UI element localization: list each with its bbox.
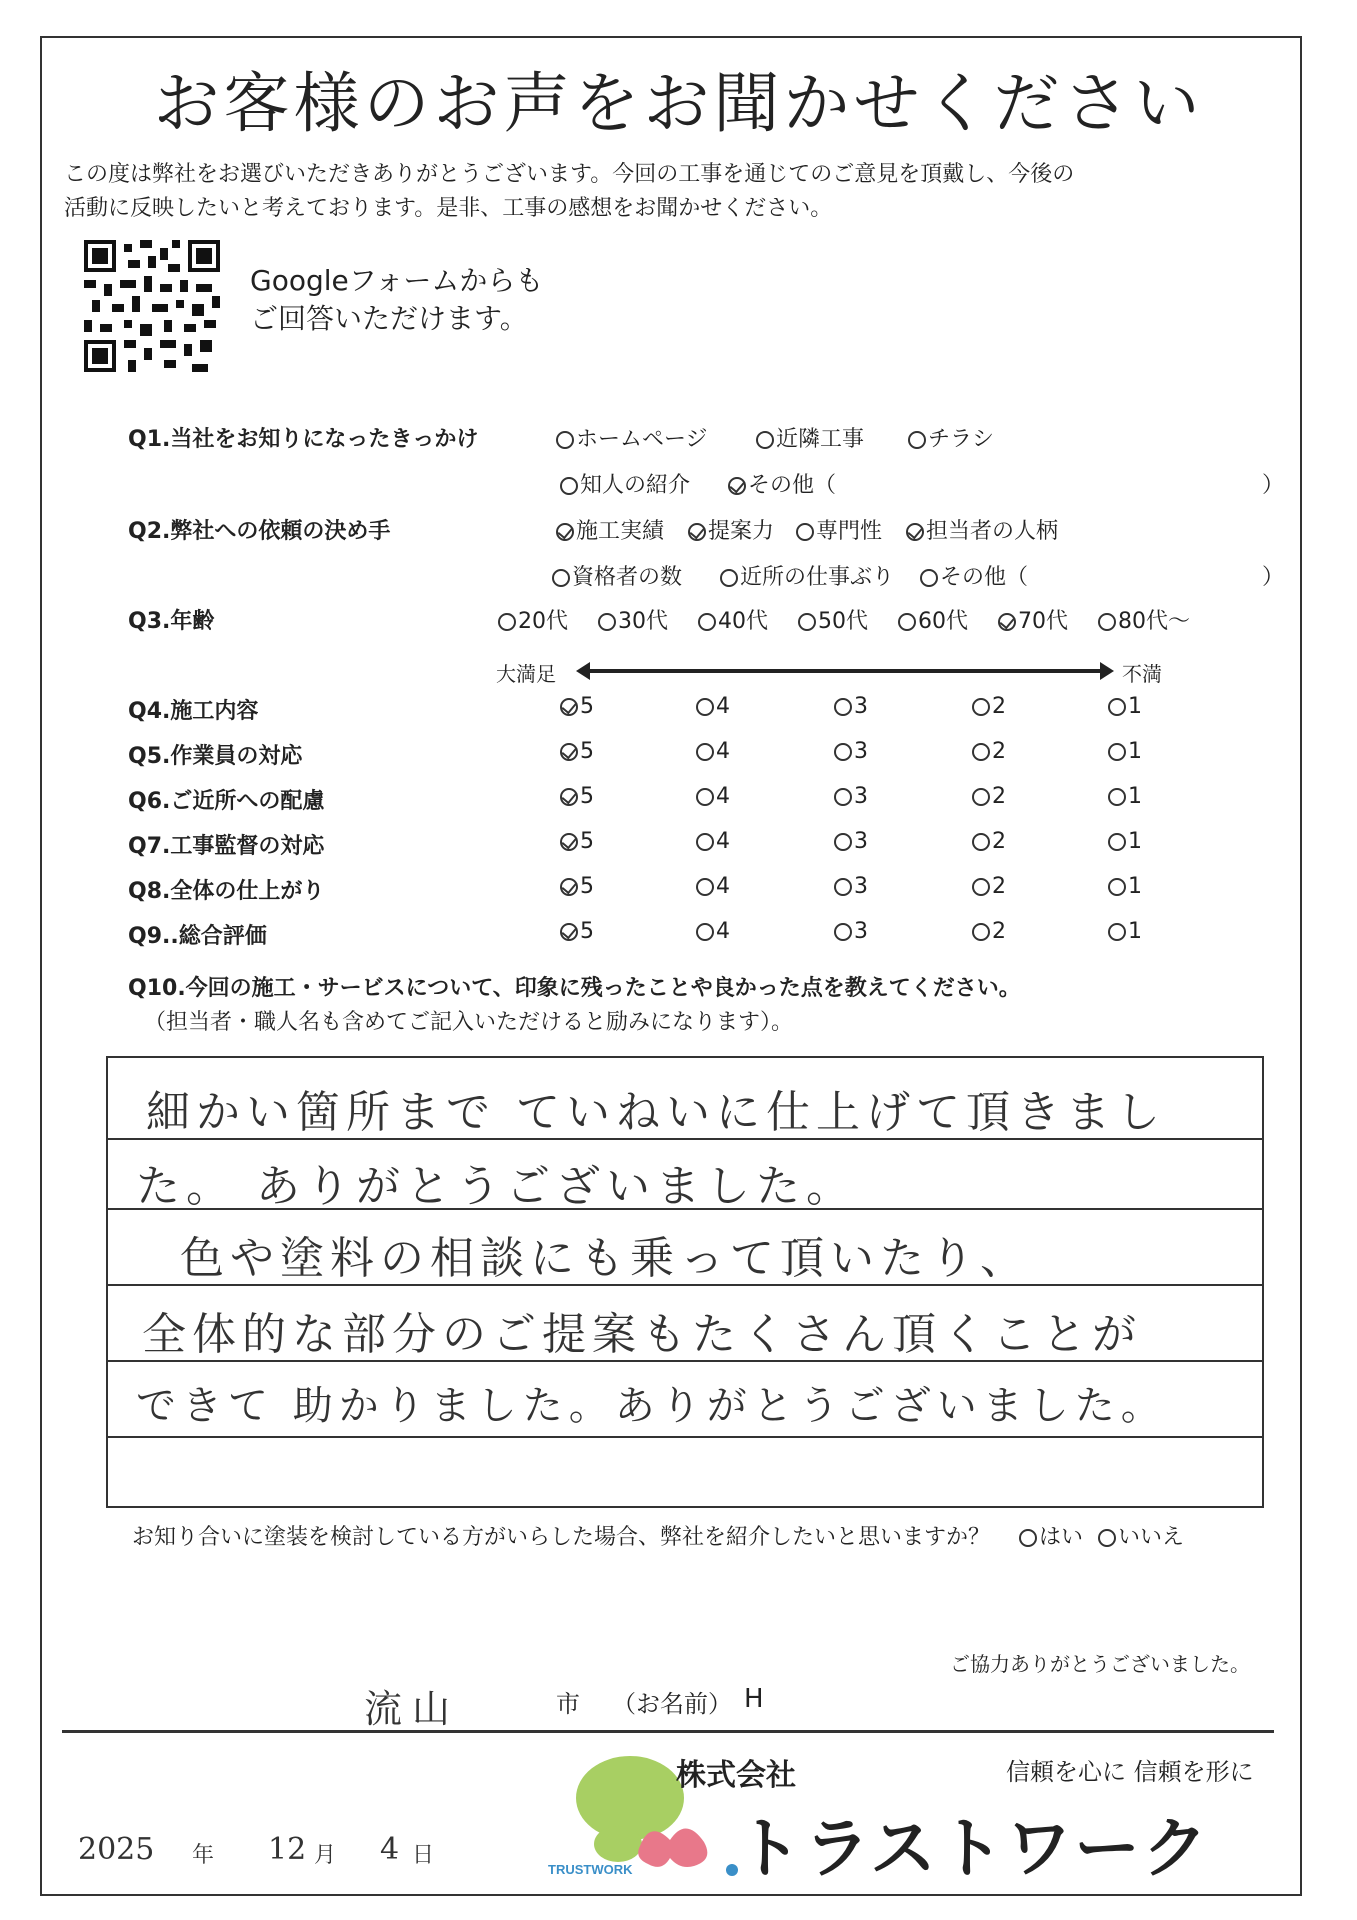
rating-option[interactable] — [972, 784, 1006, 809]
rating-value: 4 — [716, 919, 730, 944]
rating-option[interactable] — [834, 874, 868, 899]
rating-option[interactable] — [560, 829, 594, 854]
referral-question — [132, 1520, 1184, 1551]
radio-circle[interactable] — [698, 613, 716, 631]
radio-circle[interactable] — [834, 878, 852, 896]
radio-circle[interactable] — [834, 743, 852, 761]
check-mark-icon[interactable] — [906, 523, 924, 541]
rating-question-label: Q5.作業員の対応 — [128, 744, 303, 769]
radio-circle[interactable] — [972, 833, 990, 851]
company-slogan: 信頼を心に 信頼を形に — [1006, 1758, 1254, 1786]
radio-circle[interactable] — [834, 698, 852, 716]
rating-value: 5 — [580, 694, 594, 719]
q3-option-70s[interactable]: 70代 — [998, 604, 1068, 635]
rating-option[interactable] — [696, 739, 730, 764]
q1-label: Q1.当社をお知りになったきっかけ — [128, 427, 479, 452]
date-day-unit: 日 — [412, 1843, 435, 1868]
q3-label: Q3.年齢 — [128, 609, 215, 634]
rating-question-label: Q8.全体の仕上がり — [128, 879, 325, 904]
radio-circle[interactable] — [920, 569, 938, 587]
radio-circle[interactable] — [1108, 698, 1126, 716]
qr-code-icon[interactable] — [84, 240, 220, 372]
radio-circle[interactable] — [796, 523, 814, 541]
radio-circle[interactable] — [556, 431, 574, 449]
company-type: 株式会社 — [676, 1758, 796, 1793]
check-mark-icon[interactable] — [998, 613, 1016, 631]
radio-circle[interactable] — [1108, 923, 1126, 941]
rating-value: 1 — [1128, 784, 1142, 809]
rating-question-label: Q6.ご近所への配慮 — [128, 789, 325, 814]
rating-value: 3 — [854, 784, 868, 809]
rating-value: 4 — [716, 829, 730, 854]
q2-option-track-record[interactable]: 施工実績 — [556, 514, 664, 545]
q1-option-flyer[interactable]: チラシ — [908, 422, 994, 453]
rating-value: 3 — [854, 694, 868, 719]
rating-option[interactable] — [834, 919, 868, 944]
rating-option[interactable] — [696, 874, 730, 899]
radio-circle[interactable] — [1108, 788, 1126, 806]
rating-option[interactable] — [696, 784, 730, 809]
city-suffix: 市 — [556, 1690, 580, 1718]
radio-circle[interactable] — [1108, 743, 1126, 761]
name-label: （お名前） — [612, 1690, 732, 1718]
rating-value: 5 — [580, 919, 594, 944]
q3-option-20s[interactable]: 20代 — [498, 604, 568, 635]
rating-option[interactable] — [972, 739, 1006, 764]
google-form-note — [250, 262, 543, 338]
radio-circle[interactable] — [756, 431, 774, 449]
check-mark-icon[interactable] — [560, 788, 578, 806]
q3-option-60s[interactable]: 60代 — [898, 604, 968, 635]
comment-line-2: た。 ありがとうございました。 — [136, 1161, 856, 1212]
comment-box[interactable] — [106, 1056, 1264, 1508]
google-form-line-2: ご回答いただけます。 — [250, 302, 528, 335]
radio-circle[interactable] — [798, 613, 816, 631]
radio-circle[interactable] — [552, 569, 570, 587]
radio-circle[interactable] — [972, 743, 990, 761]
google-form-line-1: Googleフォームからも — [250, 264, 544, 297]
radio-circle[interactable] — [898, 613, 916, 631]
name-value[interactable]: H — [744, 1684, 764, 1714]
rating-option[interactable] — [1108, 829, 1142, 854]
intro-text — [64, 158, 1284, 226]
rating-value: 4 — [716, 784, 730, 809]
radio-circle[interactable] — [1098, 1529, 1116, 1547]
rating-value: 3 — [854, 874, 868, 899]
divider — [62, 1730, 1274, 1733]
q2-option-proposal[interactable]: 提案力 — [688, 514, 774, 545]
page-title: お客様のお声をお聞かせください — [153, 65, 1204, 142]
thanks-text: ご協力ありがとうございました。 — [950, 1652, 1250, 1676]
rating-option[interactable] — [972, 694, 1006, 719]
date-year[interactable]: 2025 — [78, 1832, 155, 1867]
referral-text: お知り合いに塗装を検討している方がいらした場合、弊社を紹介したいと思いますか？ — [132, 1525, 991, 1550]
referral-yes[interactable]: はい — [1019, 1525, 1083, 1550]
q1-option-nearby-work[interactable]: 近隣工事 — [756, 422, 864, 453]
rating-value: 5 — [580, 829, 594, 854]
radio-circle[interactable] — [972, 788, 990, 806]
check-mark-icon[interactable] — [560, 833, 578, 851]
rating-option[interactable] — [560, 739, 594, 764]
q2-option-expertise[interactable]: 専門性 — [796, 514, 882, 545]
q2-option-other[interactable]: その他（ — [920, 560, 1028, 591]
rating-option[interactable] — [1108, 739, 1142, 764]
radio-circle[interactable] — [1108, 878, 1126, 896]
check-mark-icon[interactable] — [688, 523, 706, 541]
rating-option[interactable] — [560, 919, 594, 944]
radio-circle[interactable] — [1019, 1529, 1037, 1547]
rating-option[interactable] — [1108, 784, 1142, 809]
page-border — [40, 36, 1302, 1896]
radio-circle[interactable] — [720, 569, 738, 587]
radio-circle[interactable] — [696, 833, 714, 851]
rating-value: 2 — [992, 829, 1006, 854]
scale-label-unsatisfied: 不満 — [1122, 662, 1162, 686]
rating-option[interactable] — [1108, 694, 1142, 719]
q1-option-homepage[interactable]: ホームページ — [556, 422, 708, 453]
company-name: トラストワーク — [736, 1810, 1211, 1887]
rating-option[interactable] — [834, 739, 868, 764]
check-mark-icon[interactable] — [560, 743, 578, 761]
radio-circle[interactable] — [834, 923, 852, 941]
q1-close-paren: ） — [1262, 473, 1285, 498]
rating-value: 2 — [992, 919, 1006, 944]
rating-value: 1 — [1128, 919, 1142, 944]
logo-text: TRUSTWORK — [548, 1862, 633, 1876]
radio-circle[interactable] — [1098, 613, 1116, 631]
radio-circle[interactable] — [696, 743, 714, 761]
q3-option-80s[interactable]: 80代～ — [1098, 604, 1190, 635]
rating-option[interactable] — [696, 694, 730, 719]
rating-value: 1 — [1128, 874, 1142, 899]
q3-option-30s[interactable]: 30代 — [598, 604, 668, 635]
rating-option[interactable] — [972, 874, 1006, 899]
q2-option-qualified[interactable]: 資格者の数 — [552, 560, 682, 591]
radio-circle[interactable] — [834, 788, 852, 806]
rating-value: 1 — [1128, 739, 1142, 764]
rating-question-label: Q9..総合評価 — [128, 924, 267, 949]
radio-circle[interactable] — [1108, 833, 1126, 851]
q1-option-other[interactable]: その他（ — [728, 468, 836, 499]
rating-value: 4 — [716, 739, 730, 764]
rating-value: 1 — [1128, 829, 1142, 854]
rating-value: 3 — [854, 829, 868, 854]
rating-value: 4 — [716, 874, 730, 899]
check-mark-icon[interactable] — [728, 477, 746, 495]
rating-value: 2 — [992, 694, 1006, 719]
radio-circle[interactable] — [696, 923, 714, 941]
radio-circle[interactable] — [972, 698, 990, 716]
comment-line-4: 全体的な部分のご提案もたくさん頂くことが — [142, 1309, 1142, 1360]
date-year-unit: 年 — [192, 1843, 215, 1868]
check-mark-icon[interactable] — [560, 698, 578, 716]
rating-option[interactable] — [972, 919, 1006, 944]
comment-line-5: できて 助かりました。ありがとうございました。 — [136, 1383, 1167, 1429]
rating-option[interactable] — [834, 694, 868, 719]
intro-line-1: この度は弊社をお選びいただきありがとうございます。今回の工事を通じてのご意見を頂戴し、今後の — [64, 162, 1075, 187]
radio-circle[interactable] — [908, 431, 926, 449]
comment-line-3: 色や塗料の相談にも乗って頂いたり、 — [180, 1233, 1030, 1284]
rating-option[interactable] — [696, 829, 730, 854]
check-mark-icon[interactable] — [560, 878, 578, 896]
rating-value: 4 — [716, 694, 730, 719]
rating-value: 3 — [854, 739, 868, 764]
q3-option-40s[interactable]: 40代 — [698, 604, 768, 635]
q10-line-2: （担当者・職人名も含めてご記入いただけると励みになります）。 — [144, 1010, 794, 1035]
rating-question-label: Q7.工事監督の対応 — [128, 834, 325, 859]
radio-circle[interactable] — [696, 788, 714, 806]
date-month-unit: 月 — [314, 1843, 337, 1868]
radio-circle[interactable] — [560, 477, 578, 495]
date-day[interactable]: 4 — [380, 1832, 400, 1867]
referral-no[interactable]: いいえ — [1098, 1525, 1184, 1550]
check-mark-icon[interactable] — [556, 523, 574, 541]
rating-value: 5 — [580, 784, 594, 809]
q2-close-paren: ） — [1262, 565, 1285, 590]
radio-circle[interactable] — [696, 698, 714, 716]
q3-option-50s[interactable]: 50代 — [798, 604, 868, 635]
rating-option[interactable] — [972, 829, 1006, 854]
rating-option[interactable] — [834, 784, 868, 809]
comment-line-1: 細かい箇所まで ていねいに仕上げて頂きまし — [146, 1087, 1166, 1138]
rating-option[interactable] — [696, 919, 730, 944]
radio-circle[interactable] — [972, 923, 990, 941]
rating-question-label: Q4.施工内容 — [128, 699, 259, 724]
check-mark-icon[interactable] — [560, 923, 578, 941]
rating-option[interactable] — [1108, 874, 1142, 899]
scale-label-satisfied: 大満足 — [496, 662, 556, 686]
rating-option[interactable] — [834, 829, 868, 854]
rating-option[interactable] — [560, 784, 594, 809]
date-month[interactable]: 12 — [268, 1832, 307, 1867]
rating-option[interactable] — [560, 874, 594, 899]
rating-value: 5 — [580, 739, 594, 764]
rating-value: 3 — [854, 919, 868, 944]
rating-option[interactable] — [560, 694, 594, 719]
radio-circle[interactable] — [598, 613, 616, 631]
rating-value: 1 — [1128, 694, 1142, 719]
q2-option-personality[interactable]: 担当者の人柄 — [906, 514, 1058, 545]
q10-prompt — [128, 972, 1021, 1040]
rating-value: 2 — [992, 739, 1006, 764]
radio-circle[interactable] — [696, 878, 714, 896]
radio-circle[interactable] — [834, 833, 852, 851]
radio-circle[interactable] — [972, 878, 990, 896]
q2-label: Q2.弊社への依頼の決め手 — [128, 519, 391, 544]
q1-option-referral[interactable]: 知人の紹介 — [560, 468, 690, 499]
rating-value: 2 — [992, 784, 1006, 809]
radio-circle[interactable] — [498, 613, 516, 631]
q2-option-neighborhood-work[interactable]: 近所の仕事ぶり — [720, 560, 894, 591]
rating-value: 5 — [580, 874, 594, 899]
city-value[interactable]: 流山 — [364, 1687, 461, 1731]
intro-line-2: 活動に反映したいと考えております。是非、工事の感想をお聞かせください。 — [64, 196, 833, 221]
rating-value: 2 — [992, 874, 1006, 899]
rating-option[interactable] — [1108, 919, 1142, 944]
double-arrow-icon — [588, 669, 1102, 673]
ruled-line — [108, 1436, 1262, 1438]
q10-line-1: Q10.今回の施工・サービスについて、印象に残ったことや良かった点を教えてください。 — [128, 976, 1021, 1001]
